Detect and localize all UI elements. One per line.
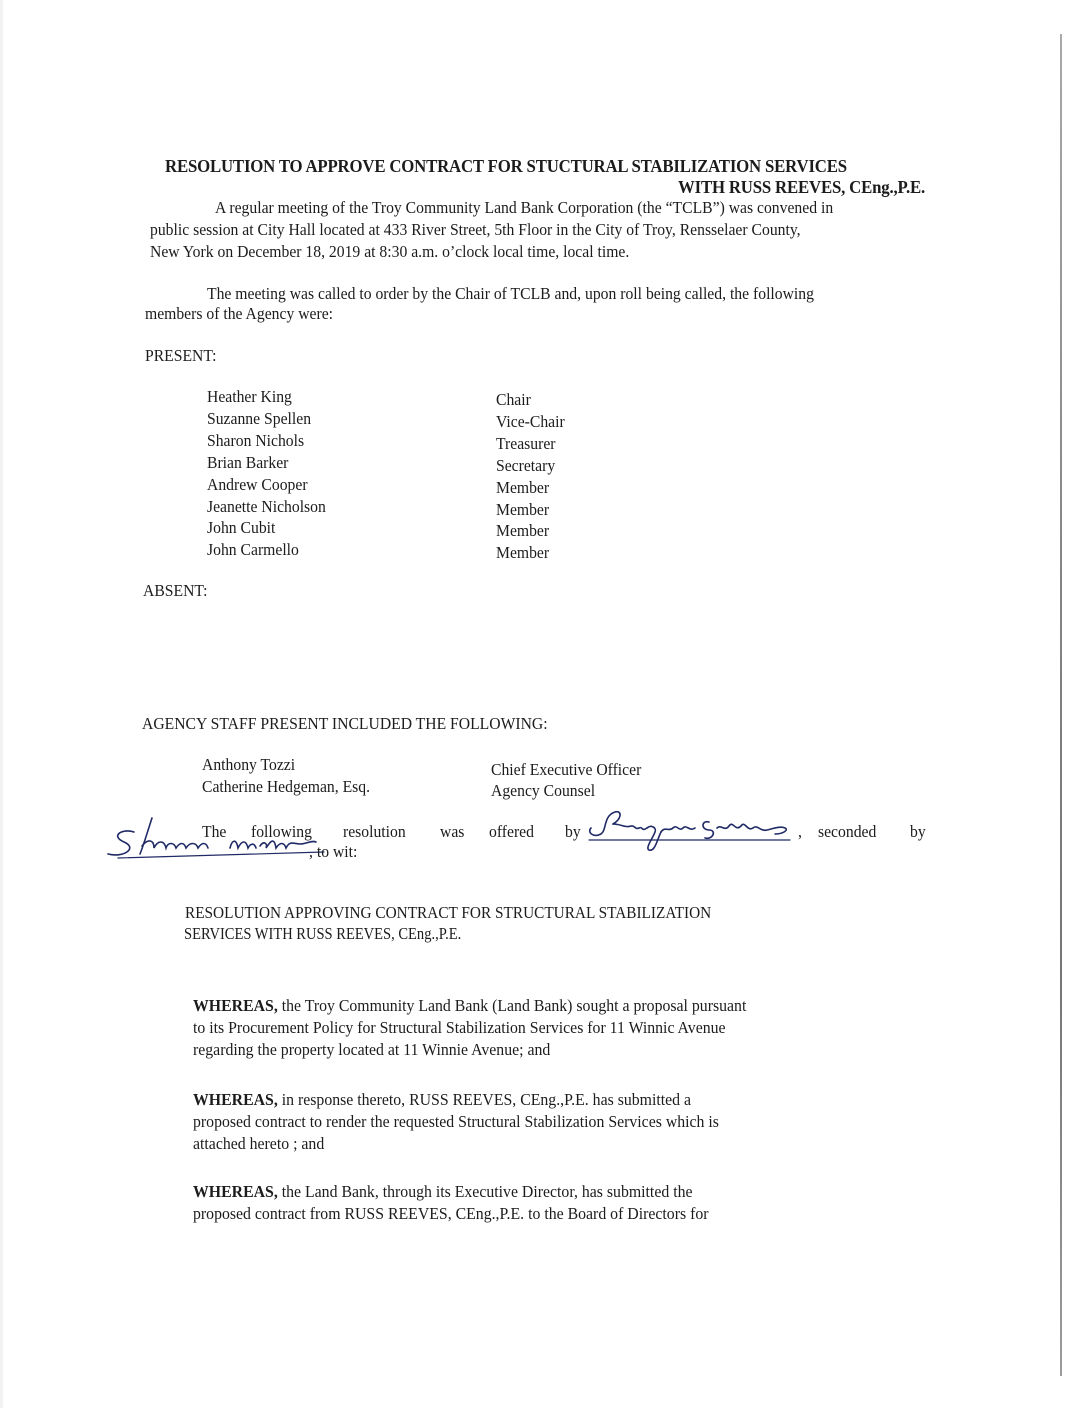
member-role: Chair [496, 390, 531, 409]
staff-name: Anthony Tozzi [202, 755, 296, 774]
whereas-text: the Troy Community Land Bank (Land Bank) sought a proposal pursuant [277, 996, 747, 1015]
scan-left-edge [0, 0, 3, 1408]
whereas-lead: WHEREAS, [193, 1182, 278, 1201]
whereas-line [193, 1182, 693, 1202]
member-name: Andrew Cooper [207, 475, 308, 494]
member-name: Heather King [207, 387, 292, 406]
whereas-line [193, 996, 746, 1016]
title-line-2: WITH RUSS REEVES, CEng.,P.E. [678, 177, 926, 197]
signature-suzanne-spellen [585, 806, 800, 854]
member-role: Member [496, 500, 550, 519]
whereas-line [193, 1090, 691, 1110]
motion-seconded: seconded [818, 822, 877, 841]
title-line-1: RESOLUTION TO APPROVE CONTRACT FOR STUCTURAL STABILIZATION SERVICES [165, 156, 847, 176]
member-role: Secretary [496, 456, 556, 475]
staff-role: Agency Counsel [491, 781, 596, 800]
member-role: Member [496, 478, 550, 497]
motion-word: was [440, 822, 465, 841]
present-label: PRESENT: [145, 346, 217, 365]
staff-label: AGENCY STAFF PRESENT INCLUDED THE FOLLOWING: [142, 714, 548, 733]
scan-artifact-line [1060, 34, 1062, 1376]
intro-line-1: A regular meeting of the Troy Community Land Bank Corporation (the “TCLB”) was convened in [215, 198, 834, 217]
resolution-heading-line-1: RESOLUTION APPROVING CONTRACT FOR STRUCTURAL STABILIZATION [185, 903, 712, 922]
roll-call-line-1: The meeting was called to order by the Chair of TCLB and, upon roll being called, the following [207, 284, 814, 303]
signature-sharon-nichols [104, 814, 329, 862]
whereas-line: proposed contract from RUSS REEVES, CEng.,P.E. to the Board of Directors for [193, 1204, 709, 1223]
member-name: Suzanne Spellen [207, 409, 312, 428]
member-name: John Cubit [207, 518, 276, 537]
whereas-lead: WHEREAS, [193, 996, 278, 1015]
member-role: Treasurer [496, 434, 556, 453]
motion-word: offered [489, 822, 534, 841]
intro-line-3: New York on December 18, 2019 at 8:30 a.m. o’clock local time, local time. [150, 242, 630, 261]
motion-to-wit: , to wit: [309, 842, 358, 861]
whereas-lead: WHEREAS, [193, 1090, 278, 1109]
handwritten-signature-icon [104, 814, 329, 862]
resolution-heading-line-2: SERVICES WITH RUSS REEVES, CEng.,P.E. [184, 924, 462, 943]
motion-word: resolution [343, 822, 406, 841]
whereas-line: regarding the property located at 11 Winnie Avenue; and [193, 1040, 551, 1059]
motion-comma: , [798, 822, 802, 841]
member-name: Brian Barker [207, 453, 289, 472]
member-name: Jeanette Nicholson [207, 497, 326, 516]
member-role: Member [496, 543, 550, 562]
whereas-line: to its Procurement Policy for Structural Stabilization Services for 11 Winnic Avenue [193, 1018, 726, 1037]
roll-call-line-2: members of the Agency were: [145, 304, 334, 323]
motion-word: The [202, 822, 227, 841]
member-role: Vice-Chair [496, 412, 565, 431]
motion-by-2: by [910, 822, 926, 841]
whereas-text: in response thereto, RUSS REEVES, CEng.,P.E. has submitted a [277, 1090, 692, 1109]
absent-label: ABSENT: [143, 581, 208, 600]
handwritten-signature-icon [585, 806, 800, 854]
whereas-text: the Land Bank, through its Executive Director, has submitted the [277, 1182, 693, 1201]
intro-line-2: public session at City Hall located at 433 River Street, 5th Floor in the City of Troy, Rensselaer County, [150, 220, 801, 239]
staff-name: Catherine Hedgeman, Esq. [202, 777, 371, 796]
whereas-line: attached hereto ; and [193, 1134, 325, 1153]
motion-by: by [565, 822, 581, 841]
member-role: Member [496, 521, 550, 540]
whereas-line: proposed contract to render the requested Structural Stabilization Services which is [193, 1112, 719, 1131]
motion-word: following [251, 822, 312, 841]
member-name: John Carmello [207, 540, 299, 559]
staff-role: Chief Executive Officer [491, 760, 642, 779]
member-name: Sharon Nichols [207, 431, 305, 450]
